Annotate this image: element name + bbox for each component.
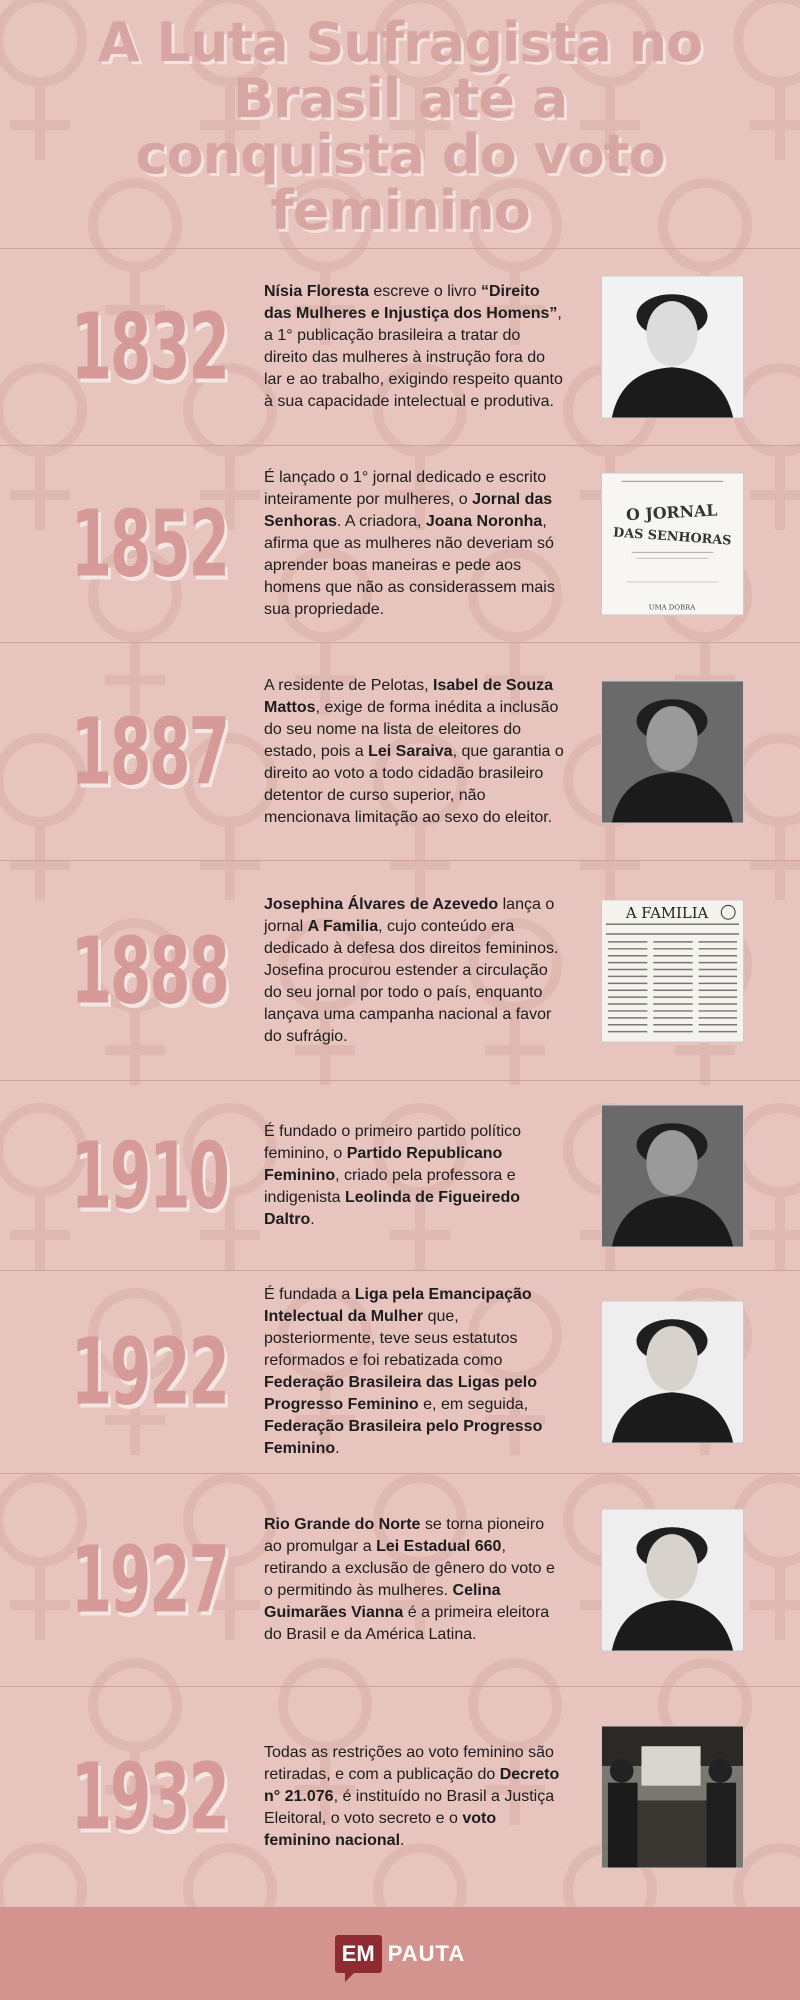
timeline-entry bbox=[0, 1080, 800, 1270]
body-text: , que garantia o direito ao voto a todo cidadão brasileiro detentor de curso superior, não mencionava limitação ao sexo do eleitor. bbox=[264, 742, 564, 826]
body-text: É lançado o 1° jornal dedicado e escrito inteiramente por mulheres, o bbox=[264, 469, 547, 508]
year-label bbox=[40, 698, 228, 805]
portrait-photo bbox=[602, 277, 743, 418]
highlight-text: Federação Brasileira pelo Progresso Feminino bbox=[264, 1418, 543, 1457]
body-text: , afirma que as mulheres não deveriam só aprender boas maneiras e pede aos homens que não as considerassem mais sua propriedade. bbox=[264, 513, 555, 618]
body-text: , retirando a exclusão de gênero do voto e o permitindo às mulheres. bbox=[264, 1538, 555, 1599]
highlight-text: voto feminino nacional bbox=[264, 1810, 497, 1849]
entry-image bbox=[601, 276, 744, 419]
body-text: , criado pela professora e indigenista bbox=[264, 1166, 516, 1206]
year-label bbox=[40, 1526, 228, 1634]
year-label bbox=[40, 1743, 228, 1851]
body-text: lança o jornal bbox=[264, 895, 555, 935]
timeline-entry bbox=[0, 860, 800, 1080]
em-pauta-logo[interactable] bbox=[335, 1935, 466, 1973]
entry-image bbox=[601, 1104, 744, 1247]
highlight-text: Celina Guimarães Vianna bbox=[264, 1582, 501, 1621]
highlight-text: Liga pela Emancipação Intelectual da Mulher bbox=[264, 1286, 532, 1325]
timeline bbox=[0, 248, 800, 1907]
entry-image bbox=[601, 1726, 744, 1869]
entry-description bbox=[264, 675, 564, 829]
entry-image bbox=[601, 899, 744, 1042]
logo-em: EM bbox=[335, 1935, 382, 1973]
highlight-text: Isabel de Souza Mattos bbox=[264, 676, 554, 716]
highlight-text: Rio Grande do Norte bbox=[264, 1516, 421, 1533]
highlight-text: Decreto n° 21.076 bbox=[264, 1766, 560, 1805]
body-text: . bbox=[310, 1210, 315, 1228]
svg-text:O JORNAL: O JORNAL bbox=[625, 500, 718, 525]
svg-text:A FAMILIA: A FAMILIA bbox=[625, 904, 709, 922]
year-text: 1852 bbox=[70, 490, 228, 598]
highlight-text: Lei Estadual 660 bbox=[376, 1538, 502, 1555]
portrait-photo bbox=[602, 1105, 743, 1246]
timeline-entry bbox=[0, 1270, 800, 1473]
timeline-entry bbox=[0, 1473, 800, 1686]
svg-text:UMA DOBRA: UMA DOBRA bbox=[648, 603, 696, 612]
newspaper-image bbox=[602, 474, 743, 615]
timeline-entry bbox=[0, 1686, 800, 1907]
year-text: 1910 bbox=[70, 1122, 228, 1229]
highlight-text: Lei Saraiva bbox=[368, 742, 453, 760]
year-text: 1832 bbox=[70, 293, 228, 401]
body-text: . bbox=[400, 1832, 405, 1849]
body-text: . A criadora, bbox=[336, 513, 426, 530]
entry-description bbox=[264, 281, 564, 413]
body-text: , é instituído no Brasil a Justiça Eleitoral, o voto secreto e o bbox=[264, 1788, 555, 1827]
voting-photo bbox=[602, 1727, 743, 1868]
portrait-photo bbox=[602, 681, 743, 822]
body-text: é a primeira eleitora do Brasil e da América Latina. bbox=[264, 1604, 550, 1643]
year-label bbox=[40, 490, 228, 598]
highlight-text: Joana Noronha bbox=[425, 513, 543, 530]
body-text: Todas as restrições ao voto feminino são retiradas, e com a publicação do bbox=[264, 1744, 554, 1783]
highlight-text: Nísia Floresta bbox=[264, 283, 369, 300]
year-label bbox=[40, 293, 228, 401]
year-label bbox=[40, 1318, 228, 1426]
entry-image bbox=[601, 1509, 744, 1652]
year-text: 1932 bbox=[70, 1743, 228, 1851]
highlight-text: A Familia bbox=[307, 917, 379, 935]
body-text: É fundada a bbox=[264, 1286, 355, 1303]
entry-image bbox=[601, 680, 744, 823]
body-text: , exige de forma inédita a inclusão do seu nome na lista de eleitores do estado, pois a bbox=[264, 698, 559, 760]
body-text: , a 1° publicação brasileira a tratar do direito das mulheres à instrução fora do lar e ao trabalho, exigindo respeito quanto à sua capacidade intelectual e produtiva. bbox=[264, 305, 563, 410]
body-text: A residente de Pelotas, bbox=[264, 676, 433, 694]
body-text: escreve o livro bbox=[368, 283, 481, 300]
highlight-text: Federação Brasileira das Ligas pelo Progresso Feminino bbox=[264, 1374, 538, 1413]
highlight-text: Josephina Álvares de Azevedo bbox=[264, 895, 499, 913]
entry-description bbox=[264, 1514, 564, 1646]
year-text: 1887 bbox=[70, 698, 228, 805]
newspaper-image bbox=[602, 900, 743, 1041]
highlight-text: Jornal das Senhoras bbox=[264, 491, 553, 530]
timeline-entry bbox=[0, 445, 800, 642]
entry-image bbox=[601, 473, 744, 616]
highlight-text: Partido Republicano Feminino bbox=[264, 1144, 503, 1184]
year-label bbox=[40, 1122, 228, 1229]
entry-description bbox=[264, 1742, 564, 1852]
body-text: que, posteriormente, teve seus estatutos reformados e foi rebatizada como bbox=[264, 1308, 518, 1369]
body-text: e, em seguida, bbox=[418, 1396, 529, 1413]
year-text: 1922 bbox=[70, 1318, 228, 1426]
page-title-block bbox=[0, 0, 800, 248]
entry-description bbox=[264, 894, 564, 1048]
portrait-photo bbox=[602, 1510, 743, 1651]
timeline-entry bbox=[0, 248, 800, 445]
highlight-text: Leolinda de Figueiredo Daltro bbox=[264, 1188, 521, 1228]
footer bbox=[0, 1907, 800, 2000]
year-label bbox=[40, 917, 228, 1024]
timeline-entry bbox=[0, 642, 800, 860]
body-text: É fundado o primeiro partido político feminino, o bbox=[264, 1122, 522, 1162]
page-title: A Luta Sufragista no Brasil até a conquista do voto feminino bbox=[97, 11, 703, 242]
entry-description bbox=[264, 1284, 564, 1460]
entry-image bbox=[601, 1301, 744, 1444]
svg-text:DAS SENHORAS: DAS SENHORAS bbox=[612, 525, 732, 549]
entry-description bbox=[264, 1121, 564, 1231]
year-text: 1927 bbox=[70, 1526, 228, 1634]
logo-pauta: PAUTA bbox=[387, 1940, 466, 1966]
highlight-text: “Direito das Mulheres e Injustiça dos Homens” bbox=[264, 283, 558, 322]
portrait-photo bbox=[602, 1302, 743, 1443]
body-text: . bbox=[335, 1440, 340, 1457]
body-text: , cujo conteúdo era dedicado à defesa dos direitos femininos. Josefina procurou estender a circulação do seu jornal por todo o país, enquanto lançava uma campanha nacional a favor do sufrágio. bbox=[264, 917, 559, 1045]
body-text: se torna pioneiro ao promulgar a bbox=[264, 1516, 545, 1555]
year-text: 1888 bbox=[70, 917, 228, 1024]
entry-description bbox=[264, 467, 564, 621]
